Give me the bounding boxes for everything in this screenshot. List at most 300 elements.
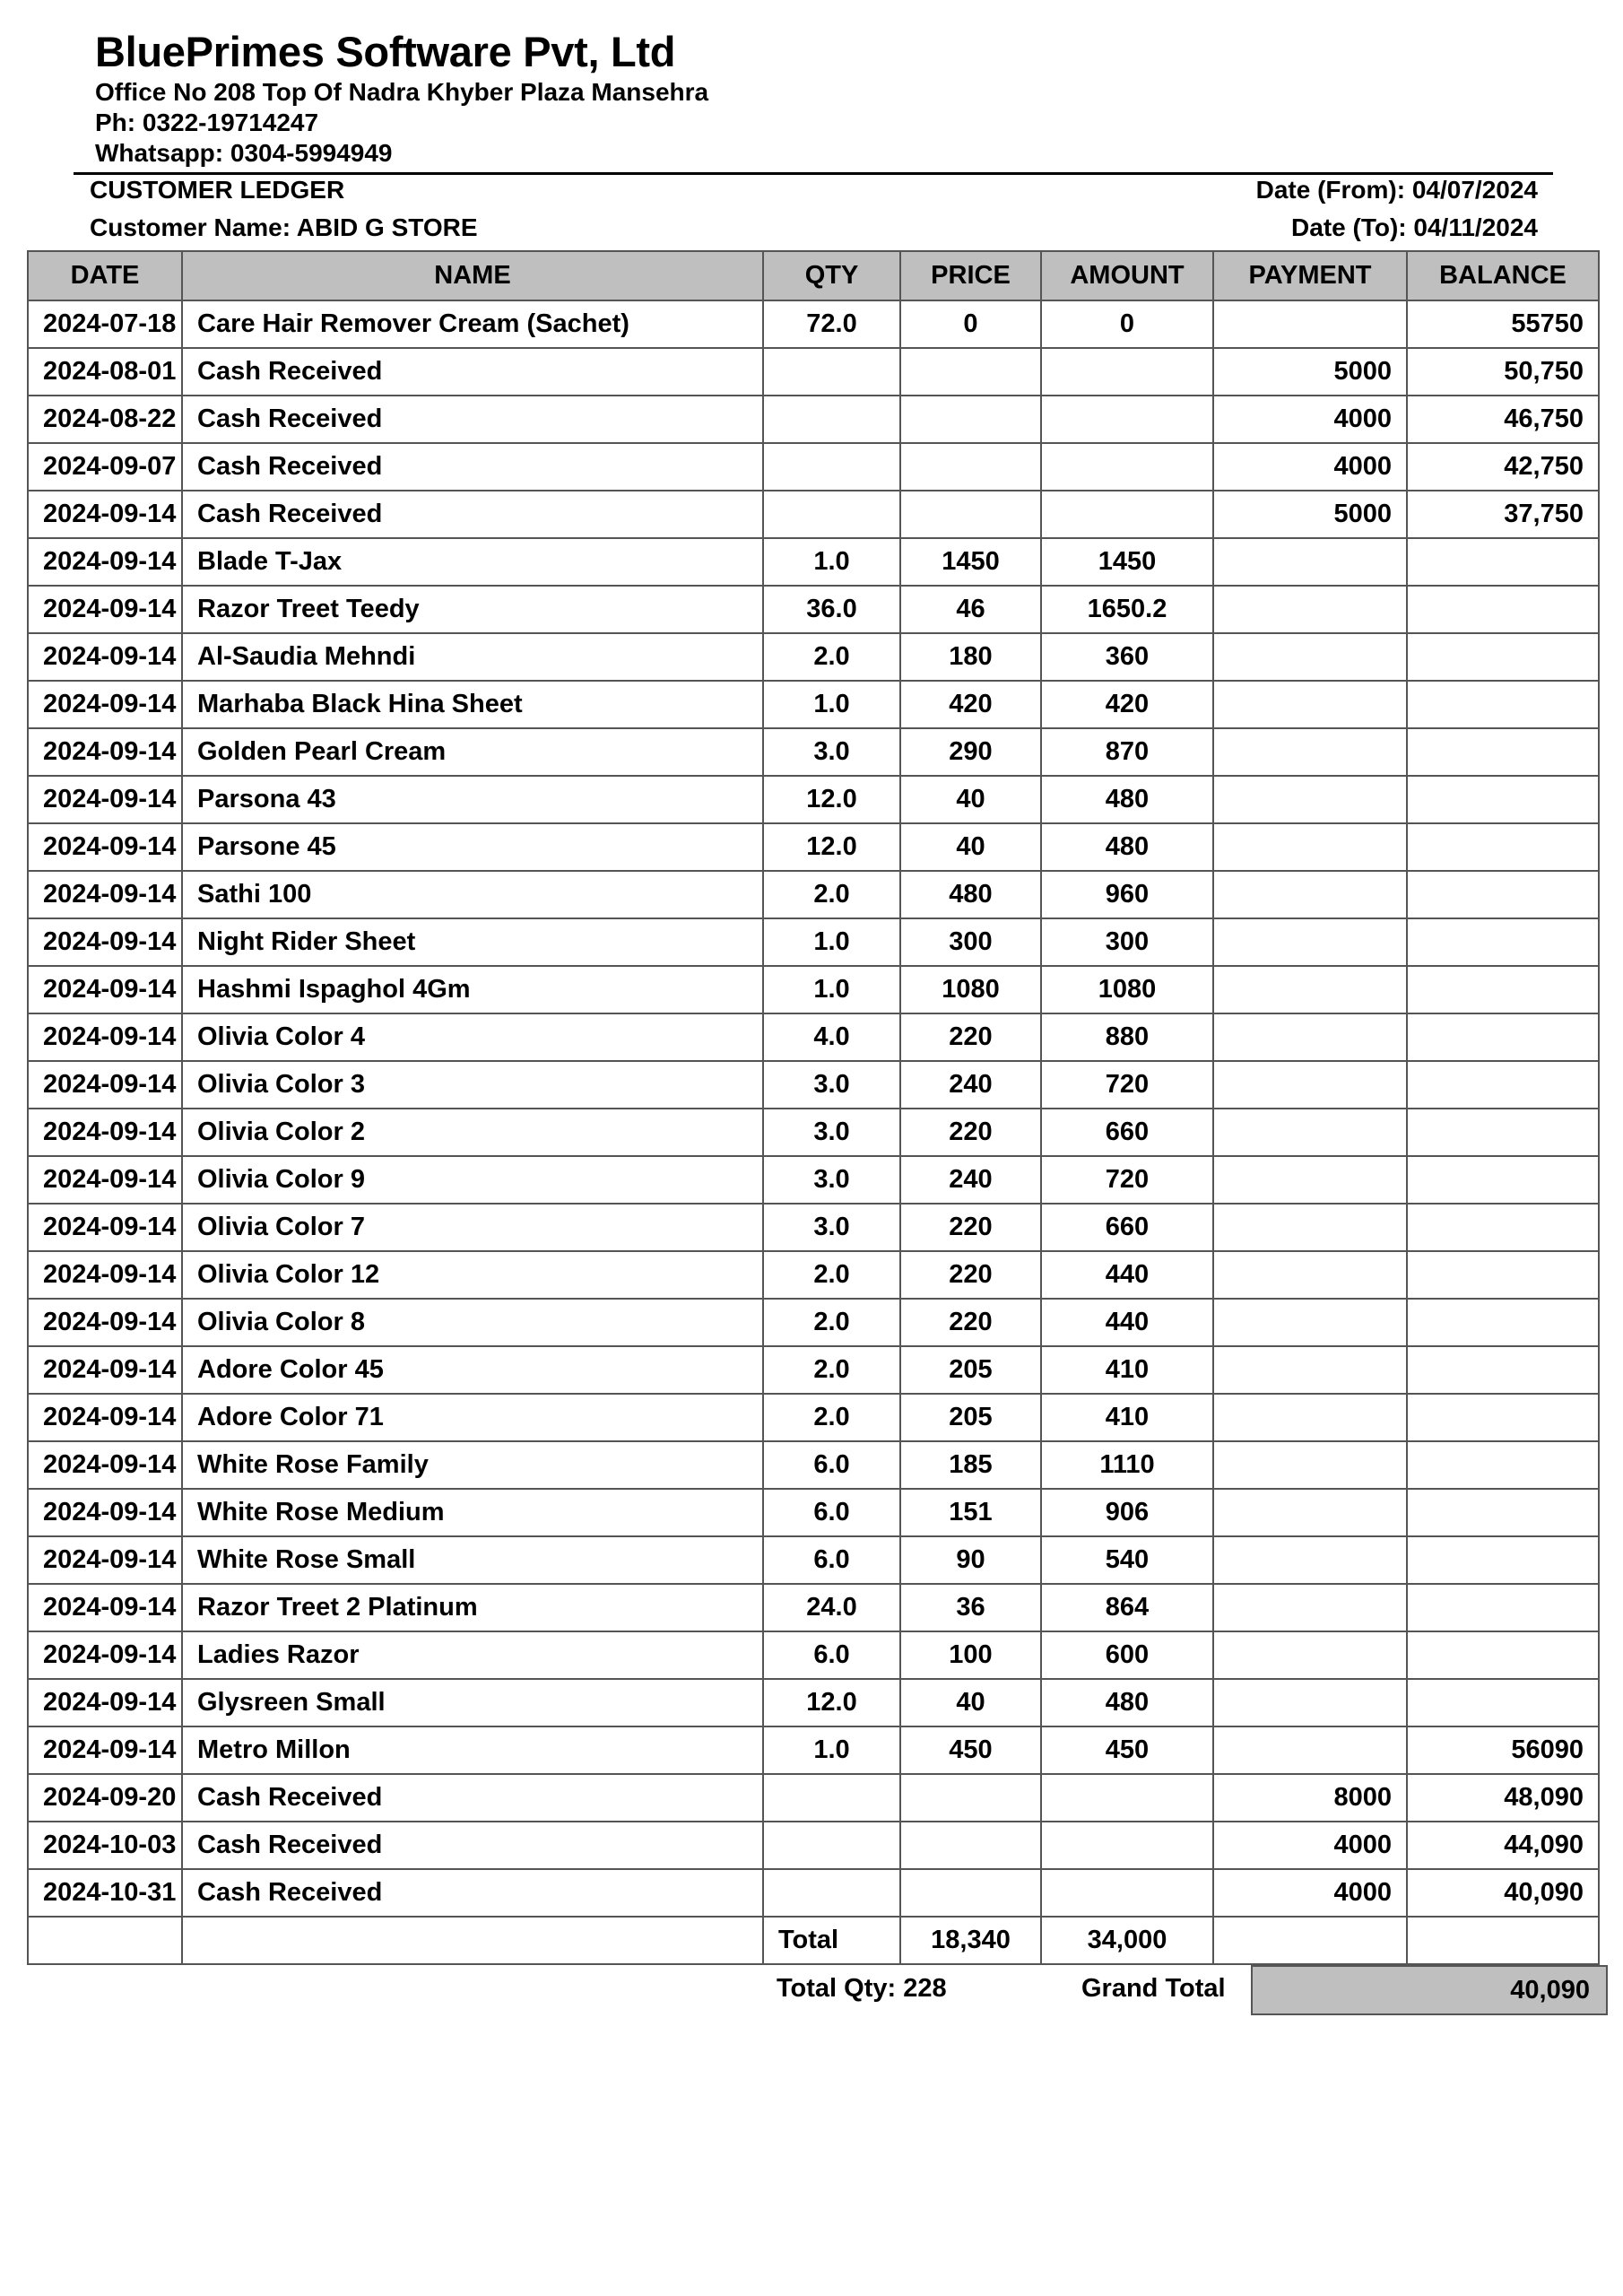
cell-balance: 37,750 <box>1407 491 1599 538</box>
table-row <box>28 300 1599 348</box>
cell-name: Sathi 100 <box>182 871 763 918</box>
cell-balance <box>1407 823 1599 871</box>
cell-balance <box>1407 1013 1599 1061</box>
cell-qty: 6.0 <box>763 1441 900 1489</box>
table-row <box>28 396 1599 443</box>
table-row <box>28 348 1599 396</box>
cell-price: 220 <box>900 1013 1041 1061</box>
cell-date: 2024-09-14 <box>28 966 182 1013</box>
cell-balance <box>1407 538 1599 586</box>
cell-amount <box>1041 1774 1213 1822</box>
cell-amount: 660 <box>1041 1109 1213 1156</box>
summary-section <box>0 1965 1623 2019</box>
cell-payment <box>1213 1204 1407 1251</box>
cell-amount: 1080 <box>1041 966 1213 1013</box>
date-from: Date (From): 04/07/2024 <box>1255 176 1538 204</box>
cell-qty <box>763 1869 900 1917</box>
cell-amount: 720 <box>1041 1156 1213 1204</box>
cell-date: 2024-09-14 <box>28 633 182 681</box>
cell-date: 2024-09-14 <box>28 918 182 966</box>
cell-balance <box>1407 1679 1599 1726</box>
table-row <box>28 776 1599 823</box>
cell-name: Adore Color 45 <box>182 1346 763 1394</box>
cell-date: 2024-09-14 <box>28 776 182 823</box>
cell-amount: 480 <box>1041 776 1213 823</box>
cell-qty: 1.0 <box>763 681 900 728</box>
cell-qty: 6.0 <box>763 1489 900 1536</box>
cell-qty: 1.0 <box>763 1726 900 1774</box>
table-header-row <box>28 251 1599 300</box>
col-header-name: NAME <box>182 251 763 300</box>
cell-name: Cash Received <box>182 443 763 491</box>
cell-amount <box>1041 1822 1213 1869</box>
cell-price: 40 <box>900 776 1041 823</box>
cell-balance: 50,750 <box>1407 348 1599 396</box>
cell-payment: 4000 <box>1213 396 1407 443</box>
cell-date: 2024-09-14 <box>28 871 182 918</box>
cell-amount: 906 <box>1041 1489 1213 1536</box>
cell-balance: 56090 <box>1407 1726 1599 1774</box>
cell-amount <box>1041 443 1213 491</box>
cell-price: 40 <box>900 1679 1041 1726</box>
cell-price: 36 <box>900 1584 1041 1631</box>
cell-price: 300 <box>900 918 1041 966</box>
cell-price <box>900 348 1041 396</box>
cell-name: Cash Received <box>182 1869 763 1917</box>
total-cell-empty <box>1407 1917 1599 1964</box>
cell-payment <box>1213 1109 1407 1156</box>
cell-balance <box>1407 1489 1599 1536</box>
table-row <box>28 491 1599 538</box>
cell-name: Glysreen Small <box>182 1679 763 1726</box>
cell-qty: 1.0 <box>763 918 900 966</box>
cell-qty: 12.0 <box>763 823 900 871</box>
cell-balance <box>1407 966 1599 1013</box>
table-row <box>28 728 1599 776</box>
cell-price: 1080 <box>900 966 1041 1013</box>
cell-balance: 55750 <box>1407 300 1599 348</box>
cell-name: Care Hair Remover Cream (Sachet) <box>182 300 763 348</box>
cell-qty: 3.0 <box>763 1156 900 1204</box>
cell-date: 2024-09-14 <box>28 1584 182 1631</box>
cell-date: 2024-09-14 <box>28 681 182 728</box>
cell-payment <box>1213 538 1407 586</box>
cell-balance <box>1407 1394 1599 1441</box>
table-row <box>28 586 1599 633</box>
cell-balance: 48,090 <box>1407 1774 1599 1822</box>
cell-amount: 0 <box>1041 300 1213 348</box>
cell-amount: 660 <box>1041 1204 1213 1251</box>
cell-date: 2024-09-14 <box>28 1726 182 1774</box>
cell-name: Olivia Color 7 <box>182 1204 763 1251</box>
cell-payment <box>1213 1536 1407 1584</box>
total-label: Total <box>763 1917 900 1964</box>
cell-balance <box>1407 1061 1599 1109</box>
cell-price: 1450 <box>900 538 1041 586</box>
cell-price: 290 <box>900 728 1041 776</box>
cell-payment <box>1213 823 1407 871</box>
cell-name: Blade T-Jax <box>182 538 763 586</box>
cell-amount <box>1041 348 1213 396</box>
cell-payment <box>1213 300 1407 348</box>
cell-payment: 4000 <box>1213 1869 1407 1917</box>
cell-amount: 600 <box>1041 1631 1213 1679</box>
table-row <box>28 1631 1599 1679</box>
company-name: BluePrimes Software Pvt, Ltd <box>95 28 676 75</box>
cell-date: 2024-10-31 <box>28 1869 182 1917</box>
cell-balance <box>1407 728 1599 776</box>
cell-qty: 2.0 <box>763 1394 900 1441</box>
cell-payment <box>1213 586 1407 633</box>
customer-name: Customer Name: ABID G STORE <box>90 213 478 241</box>
cell-amount: 480 <box>1041 823 1213 871</box>
table-row <box>28 538 1599 586</box>
cell-price: 205 <box>900 1346 1041 1394</box>
grand-total-value: 40,090 <box>1251 1965 1608 2015</box>
table-row <box>28 1251 1599 1299</box>
cell-name: Metro Millon <box>182 1726 763 1774</box>
cell-price: 46 <box>900 586 1041 633</box>
table-row <box>28 1679 1599 1726</box>
cell-date: 2024-09-14 <box>28 586 182 633</box>
table-row <box>28 871 1599 918</box>
cell-name: Olivia Color 3 <box>182 1061 763 1109</box>
cell-price <box>900 1869 1041 1917</box>
cell-date: 2024-08-01 <box>28 348 182 396</box>
cell-payment <box>1213 1013 1407 1061</box>
cell-name: Adore Color 71 <box>182 1394 763 1441</box>
cell-amount <box>1041 491 1213 538</box>
cell-name: Cash Received <box>182 1822 763 1869</box>
total-cell-empty <box>1213 1917 1407 1964</box>
cell-payment <box>1213 1156 1407 1204</box>
cell-qty: 2.0 <box>763 1346 900 1394</box>
table-row <box>28 918 1599 966</box>
cell-date: 2024-09-14 <box>28 1013 182 1061</box>
cell-amount <box>1041 1869 1213 1917</box>
cell-payment <box>1213 1631 1407 1679</box>
cell-qty: 3.0 <box>763 728 900 776</box>
grand-total-label: Grand Total <box>1081 1974 1226 2003</box>
cell-name: Cash Received <box>182 348 763 396</box>
cell-qty: 3.0 <box>763 1061 900 1109</box>
cell-qty: 72.0 <box>763 300 900 348</box>
cell-price: 100 <box>900 1631 1041 1679</box>
cell-name: Razor Treet 2 Platinum <box>182 1584 763 1631</box>
cell-name: White Rose Small <box>182 1536 763 1584</box>
cell-name: White Rose Family <box>182 1441 763 1489</box>
cell-name: Ladies Razor <box>182 1631 763 1679</box>
col-header-price: PRICE <box>900 251 1041 300</box>
cell-date: 2024-09-14 <box>28 491 182 538</box>
cell-price: 90 <box>900 1536 1041 1584</box>
cell-date: 2024-09-14 <box>28 1489 182 1536</box>
cell-amount: 300 <box>1041 918 1213 966</box>
cell-balance <box>1407 1631 1599 1679</box>
cell-payment <box>1213 966 1407 1013</box>
cell-price: 220 <box>900 1299 1041 1346</box>
cell-name: Marhaba Black Hina Sheet <box>182 681 763 728</box>
cell-price: 180 <box>900 633 1041 681</box>
cell-price: 220 <box>900 1109 1041 1156</box>
cell-date: 2024-09-14 <box>28 1061 182 1109</box>
cell-payment <box>1213 776 1407 823</box>
cell-qty: 2.0 <box>763 871 900 918</box>
cell-date: 2024-09-14 <box>28 1156 182 1204</box>
cell-name: Cash Received <box>182 491 763 538</box>
cell-amount: 540 <box>1041 1536 1213 1584</box>
cell-balance <box>1407 1204 1599 1251</box>
date-to: Date (To): 04/11/2024 <box>1291 213 1538 241</box>
cell-payment <box>1213 871 1407 918</box>
cell-name: Olivia Color 4 <box>182 1013 763 1061</box>
company-whatsapp: Whatsapp: 0304-5994949 <box>95 139 393 167</box>
cell-payment <box>1213 681 1407 728</box>
cell-date: 2024-08-22 <box>28 396 182 443</box>
cell-payment <box>1213 633 1407 681</box>
table-row <box>28 1394 1599 1441</box>
total-cell-empty <box>28 1917 182 1964</box>
cell-payment <box>1213 728 1407 776</box>
cell-amount: 720 <box>1041 1061 1213 1109</box>
cell-balance <box>1407 1156 1599 1204</box>
cell-name: Night Rider Sheet <box>182 918 763 966</box>
cell-balance: 44,090 <box>1407 1822 1599 1869</box>
cell-name: Al-Saudia Mehndi <box>182 633 763 681</box>
table-row <box>28 681 1599 728</box>
cell-balance <box>1407 633 1599 681</box>
table-row <box>28 1109 1599 1156</box>
cell-price: 480 <box>900 871 1041 918</box>
cell-date: 2024-09-14 <box>28 1631 182 1679</box>
table-row <box>28 1061 1599 1109</box>
cell-qty: 2.0 <box>763 1251 900 1299</box>
cell-date: 2024-09-14 <box>28 1346 182 1394</box>
table-row <box>28 1299 1599 1346</box>
cell-name: Cash Received <box>182 1774 763 1822</box>
table-row <box>28 1013 1599 1061</box>
cell-qty <box>763 348 900 396</box>
total-row <box>28 1917 1599 1964</box>
cell-price: 0 <box>900 300 1041 348</box>
cell-balance <box>1407 1251 1599 1299</box>
cell-amount <box>1041 396 1213 443</box>
company-address: Office No 208 Top Of Nadra Khyber Plaza Mansehra <box>95 78 709 106</box>
cell-qty: 6.0 <box>763 1631 900 1679</box>
cell-balance: 40,090 <box>1407 1869 1599 1917</box>
cell-date: 2024-09-14 <box>28 1536 182 1584</box>
table-row <box>28 1346 1599 1394</box>
total-cell-empty <box>182 1917 763 1964</box>
table-row <box>28 1774 1599 1822</box>
cell-qty: 2.0 <box>763 633 900 681</box>
cell-price <box>900 396 1041 443</box>
cell-name: Parsone 45 <box>182 823 763 871</box>
cell-price: 240 <box>900 1061 1041 1109</box>
header-divider <box>74 172 1553 175</box>
cell-qty: 3.0 <box>763 1109 900 1156</box>
table-row <box>28 443 1599 491</box>
table-row <box>28 823 1599 871</box>
cell-balance: 42,750 <box>1407 443 1599 491</box>
cell-date: 2024-09-14 <box>28 1394 182 1441</box>
cell-qty: 3.0 <box>763 1204 900 1251</box>
cell-balance <box>1407 871 1599 918</box>
cell-amount: 870 <box>1041 728 1213 776</box>
cell-name: Cash Received <box>182 396 763 443</box>
cell-price: 220 <box>900 1251 1041 1299</box>
cell-balance <box>1407 918 1599 966</box>
cell-price: 40 <box>900 823 1041 871</box>
cell-payment <box>1213 1061 1407 1109</box>
ledger-table <box>27 250 1600 1965</box>
company-header <box>95 27 708 169</box>
cell-payment <box>1213 1441 1407 1489</box>
table-row <box>28 1204 1599 1251</box>
cell-qty: 1.0 <box>763 538 900 586</box>
cell-payment <box>1213 1346 1407 1394</box>
cell-date: 2024-09-14 <box>28 1441 182 1489</box>
cell-qty <box>763 1774 900 1822</box>
cell-payment <box>1213 1251 1407 1299</box>
table-row <box>28 1536 1599 1584</box>
cell-name: White Rose Medium <box>182 1489 763 1536</box>
cell-qty <box>763 443 900 491</box>
cell-amount: 1650.2 <box>1041 586 1213 633</box>
cell-price: 220 <box>900 1204 1041 1251</box>
cell-price: 450 <box>900 1726 1041 1774</box>
cell-price: 240 <box>900 1156 1041 1204</box>
cell-date: 2024-09-14 <box>28 728 182 776</box>
cell-date: 2024-09-14 <box>28 1299 182 1346</box>
table-row <box>28 1822 1599 1869</box>
cell-qty <box>763 396 900 443</box>
cell-price <box>900 443 1041 491</box>
cell-payment: 4000 <box>1213 1822 1407 1869</box>
cell-balance <box>1407 1584 1599 1631</box>
cell-price <box>900 491 1041 538</box>
cell-qty <box>763 491 900 538</box>
cell-qty: 36.0 <box>763 586 900 633</box>
cell-amount: 410 <box>1041 1346 1213 1394</box>
table-row <box>28 1441 1599 1489</box>
company-phone: Ph: 0322-19714247 <box>95 109 319 136</box>
cell-balance: 46,750 <box>1407 396 1599 443</box>
cell-payment <box>1213 1679 1407 1726</box>
cell-amount: 880 <box>1041 1013 1213 1061</box>
table-row <box>28 1869 1599 1917</box>
cell-name: Olivia Color 8 <box>182 1299 763 1346</box>
table-row <box>28 1489 1599 1536</box>
cell-amount: 440 <box>1041 1299 1213 1346</box>
cell-balance <box>1407 1109 1599 1156</box>
col-header-payment: PAYMENT <box>1213 251 1407 300</box>
cell-name: Golden Pearl Cream <box>182 728 763 776</box>
total-qty: Total Qty: 228 <box>777 1974 947 2003</box>
cell-price: 151 <box>900 1489 1041 1536</box>
cell-amount: 1110 <box>1041 1441 1213 1489</box>
cell-amount: 450 <box>1041 1726 1213 1774</box>
table-row <box>28 966 1599 1013</box>
cell-amount: 420 <box>1041 681 1213 728</box>
cell-amount: 410 <box>1041 1394 1213 1441</box>
total-amount: 34,000 <box>1041 1917 1213 1964</box>
cell-balance <box>1407 586 1599 633</box>
cell-amount: 360 <box>1041 633 1213 681</box>
cell-balance <box>1407 1536 1599 1584</box>
cell-price: 185 <box>900 1441 1041 1489</box>
cell-qty: 1.0 <box>763 966 900 1013</box>
cell-date: 2024-07-18 <box>28 300 182 348</box>
cell-amount: 440 <box>1041 1251 1213 1299</box>
cell-qty: 6.0 <box>763 1536 900 1584</box>
col-header-date: DATE <box>28 251 182 300</box>
cell-balance <box>1407 1441 1599 1489</box>
cell-price: 205 <box>900 1394 1041 1441</box>
cell-date: 2024-09-14 <box>28 1204 182 1251</box>
cell-payment: 4000 <box>1213 443 1407 491</box>
cell-date: 2024-09-14 <box>28 823 182 871</box>
col-header-qty: QTY <box>763 251 900 300</box>
ledger-body <box>28 300 1599 1917</box>
total-price: 18,340 <box>900 1917 1041 1964</box>
table-row <box>28 1726 1599 1774</box>
cell-name: Parsona 43 <box>182 776 763 823</box>
cell-payment: 5000 <box>1213 348 1407 396</box>
cell-name: Olivia Color 2 <box>182 1109 763 1156</box>
cell-payment: 8000 <box>1213 1774 1407 1822</box>
cell-date: 2024-09-14 <box>28 1109 182 1156</box>
cell-date: 2024-09-07 <box>28 443 182 491</box>
cell-name: Olivia Color 12 <box>182 1251 763 1299</box>
col-header-amount: AMOUNT <box>1041 251 1213 300</box>
cell-payment <box>1213 1489 1407 1536</box>
cell-qty: 24.0 <box>763 1584 900 1631</box>
cell-balance <box>1407 1346 1599 1394</box>
cell-balance <box>1407 681 1599 728</box>
cell-balance <box>1407 776 1599 823</box>
cell-amount: 480 <box>1041 1679 1213 1726</box>
cell-payment <box>1213 1584 1407 1631</box>
table-row <box>28 1156 1599 1204</box>
cell-name: Hashmi Ispaghol 4Gm <box>182 966 763 1013</box>
cell-amount: 1450 <box>1041 538 1213 586</box>
cell-price: 420 <box>900 681 1041 728</box>
cell-balance <box>1407 1299 1599 1346</box>
cell-payment <box>1213 1299 1407 1346</box>
table-row <box>28 633 1599 681</box>
cell-payment <box>1213 1726 1407 1774</box>
cell-payment <box>1213 918 1407 966</box>
cell-name: Olivia Color 9 <box>182 1156 763 1204</box>
cell-date: 2024-09-14 <box>28 538 182 586</box>
cell-date: 2024-09-20 <box>28 1774 182 1822</box>
cell-amount: 864 <box>1041 1584 1213 1631</box>
cell-qty: 12.0 <box>763 1679 900 1726</box>
cell-date: 2024-09-14 <box>28 1679 182 1726</box>
col-header-balance: BALANCE <box>1407 251 1599 300</box>
cell-qty: 4.0 <box>763 1013 900 1061</box>
cell-qty: 12.0 <box>763 776 900 823</box>
cell-price <box>900 1822 1041 1869</box>
cell-date: 2024-10-03 <box>28 1822 182 1869</box>
cell-qty <box>763 1822 900 1869</box>
cell-qty: 2.0 <box>763 1299 900 1346</box>
cell-price <box>900 1774 1041 1822</box>
cell-payment: 5000 <box>1213 491 1407 538</box>
report-title: CUSTOMER LEDGER <box>90 176 345 204</box>
table-row <box>28 1584 1599 1631</box>
